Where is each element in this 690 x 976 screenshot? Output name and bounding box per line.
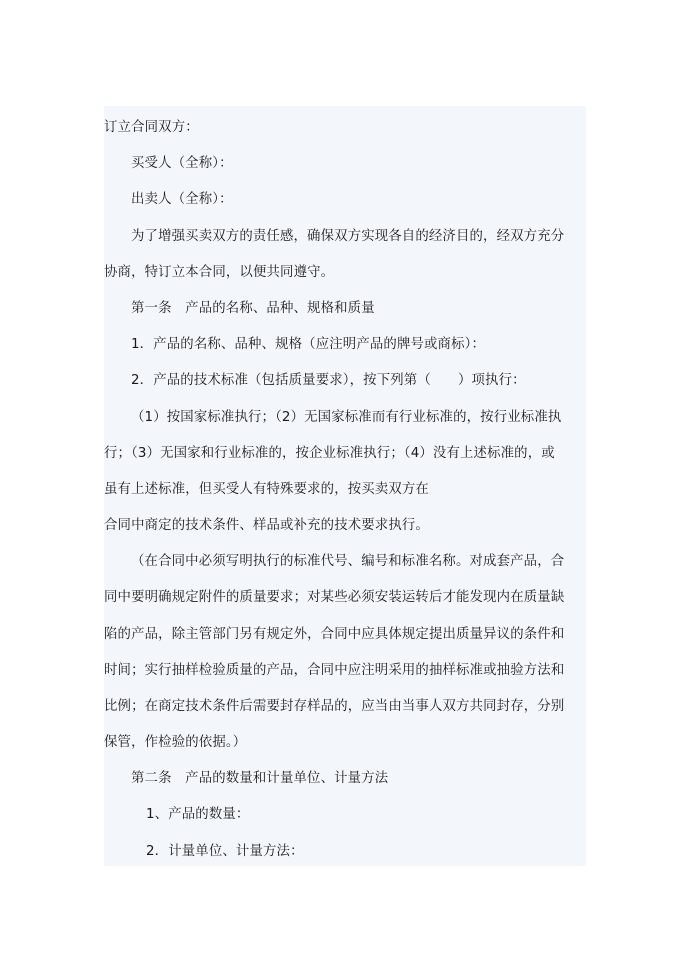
standards-line-4: 合同中商定的技术条件、样品或补充的技术要求执行。 bbox=[104, 518, 429, 533]
note-line-6: 保管，作检验的依据。） bbox=[104, 735, 247, 750]
standards-line-3: 虽有上述标准，但买受人有特殊要求的，按买卖双方在 bbox=[104, 482, 429, 497]
note-line-2: 同中要明确规定附件的质量要求；对某些必须安装运转后才能发现内在质量缺 bbox=[104, 590, 565, 605]
article-2-heading: 第二条 产品的数量和计量单位、计量方法 bbox=[131, 771, 389, 786]
note-line-1: （在合同中必须写明执行的标准代号、编号和标准名称。对成套产品，合 bbox=[131, 554, 565, 569]
parties-heading: 订立合同双方： bbox=[104, 120, 199, 135]
article-1-heading: 第一条 产品的名称、品种、规格和质量 bbox=[131, 301, 375, 316]
buyer-field-label: 买受人（全称）： bbox=[131, 156, 233, 171]
note-line-4: 时间；实行抽样检验质量的产品，合同中应注明采用的抽样标准或抽验方法和 bbox=[104, 663, 565, 678]
standards-line-2: 行；（3）无国家和行业标准的，按企业标准执行；（4）没有上述标准的，或 bbox=[104, 446, 555, 461]
article-1-item-2: 2．产品的技术标准（包括质量要求），按下列第（ ）项执行： bbox=[131, 373, 526, 388]
standards-line-1: （1）按国家标准执行；（2）无国家标准而有行业标准的，按行业标准执 bbox=[131, 410, 562, 425]
note-line-3: 陷的产品，除主管部门另有规定外，合同中应具体规定提出质量异议的条件和 bbox=[104, 627, 565, 642]
article-2-item-2: 2．计量单位、计量方法： bbox=[146, 844, 304, 859]
article-2-item-1: 1、产品的数量： bbox=[146, 807, 250, 822]
seller-field-label: 出卖人（全称）： bbox=[131, 192, 233, 207]
article-1-item-1: 1．产品的名称、品种、规格（应注明产品的牌号或商标）： bbox=[131, 337, 486, 352]
preamble-line-1: 为了增强买卖双方的责任感，确保双方实现各自的经济目的，经双方充分 bbox=[131, 229, 565, 244]
preamble-line-2: 协商，特订立本合同，以便共同遵守。 bbox=[104, 265, 335, 280]
note-line-5: 比例；在商定技术条件后需要封存样品的，应当由当事人双方共同封存，分别 bbox=[104, 699, 565, 714]
